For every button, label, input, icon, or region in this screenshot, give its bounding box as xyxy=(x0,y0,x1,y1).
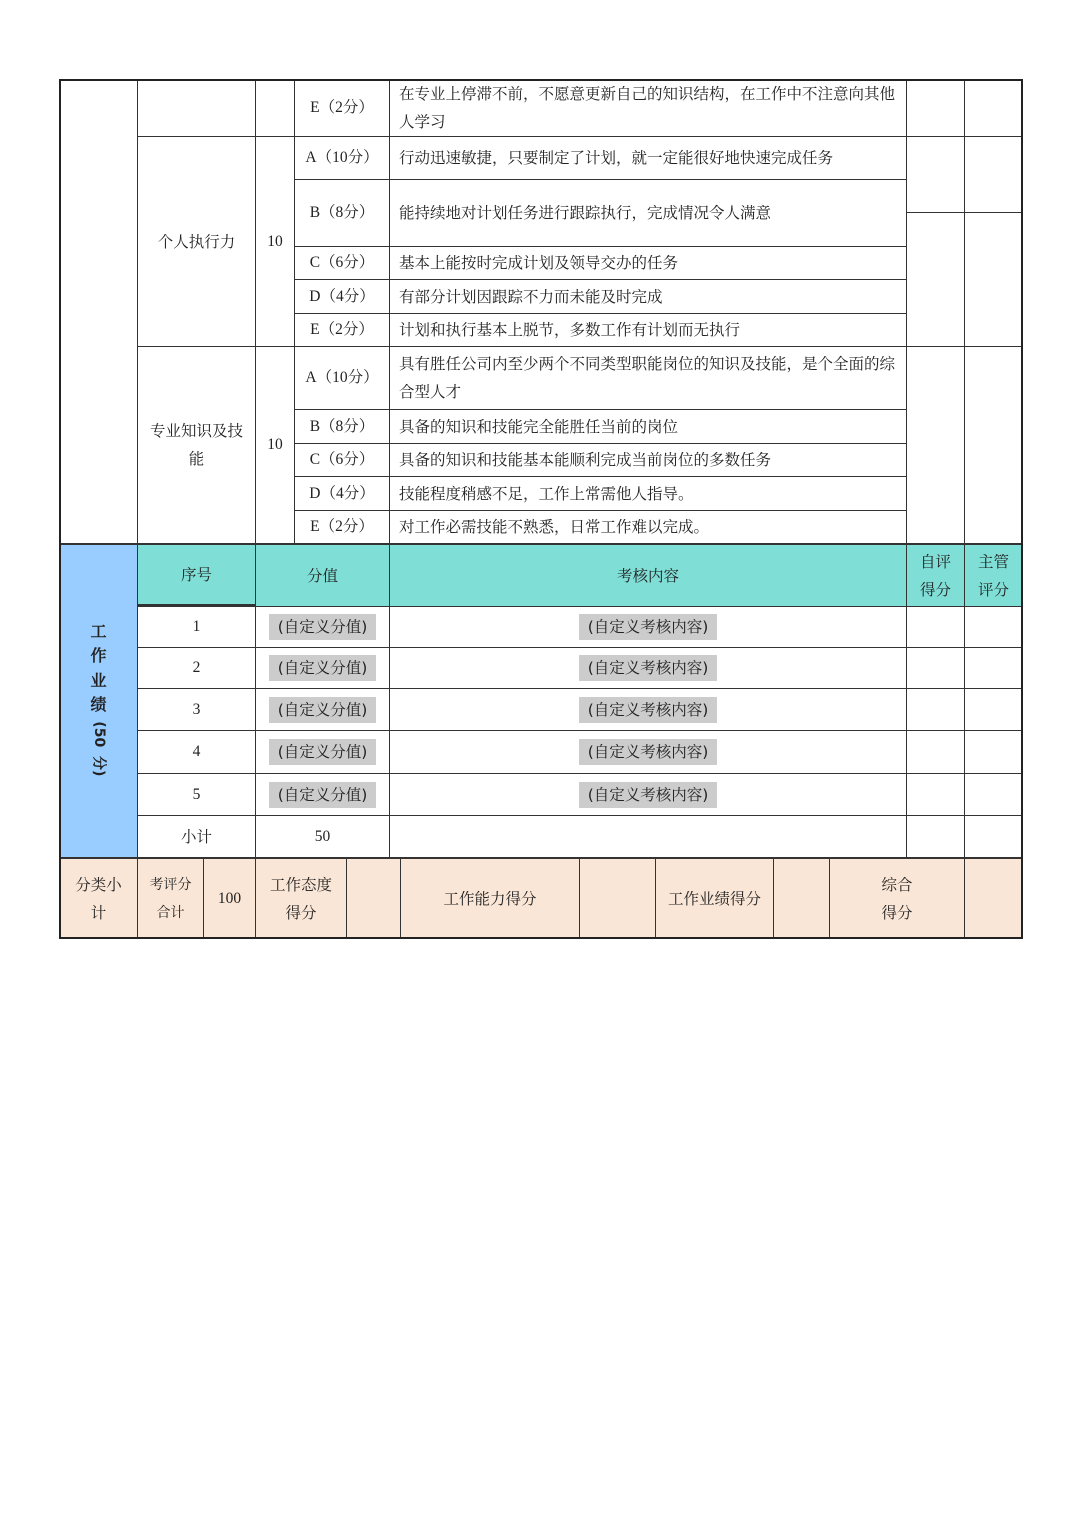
header-score-label: 分值 xyxy=(306,566,338,585)
category-cell-empty xyxy=(59,79,137,543)
header-index-label: 序号 xyxy=(180,565,212,584)
grade-cell xyxy=(294,136,389,179)
row-index-cell xyxy=(137,730,255,773)
placeholder-chip[interactable]: (自定义分值) xyxy=(269,614,377,640)
desc-cell xyxy=(389,409,906,443)
row-content-cell[interactable] xyxy=(389,606,906,647)
placeholder-chip[interactable]: (自定义考核内容) xyxy=(579,782,718,808)
performance-label-cell xyxy=(655,857,773,939)
item-name-cell xyxy=(137,346,255,543)
ability-label: 工作能力得分 xyxy=(443,890,537,908)
grade-description: 具有胜任公司内至少两个不同类型职能岗位的知识及技能，是个全面的综合型人才 xyxy=(399,355,896,401)
desc-cell xyxy=(389,510,906,543)
desc-cell xyxy=(389,136,906,179)
desc-cell xyxy=(389,279,906,313)
grade-description: 在专业上停滞不前，不愿意更新自己的知识结构，在工作中不注意向其他人学习 xyxy=(399,85,896,131)
placeholder-chip[interactable]: (自定义考核内容) xyxy=(579,655,718,681)
self-score-cell[interactable] xyxy=(906,346,964,543)
total-value: 100 xyxy=(217,890,242,907)
item-name-cell xyxy=(137,79,255,136)
performance-label: 工作业绩得分 xyxy=(667,890,761,908)
self-score-cell[interactable] xyxy=(906,79,964,136)
placeholder-chip[interactable]: (自定义分值) xyxy=(269,697,377,723)
row-index: 3 xyxy=(192,700,201,718)
section-title-char: 作 xyxy=(90,646,107,665)
placeholder-chip[interactable]: (自定义分值) xyxy=(269,655,377,681)
performance-section-label xyxy=(59,543,137,857)
row-self-score-cell[interactable] xyxy=(906,773,964,815)
grade-cell xyxy=(294,79,389,136)
header-manager-label: 主管 评分 xyxy=(977,552,1009,599)
category-subtotal-cell xyxy=(59,857,137,939)
ability-score-cell[interactable] xyxy=(579,857,655,939)
row-index-cell xyxy=(137,688,255,730)
header-manager xyxy=(964,543,1023,606)
overall-label: 综合 得分 xyxy=(881,876,913,922)
grade-cell xyxy=(294,346,389,409)
row-self-score-cell[interactable] xyxy=(906,606,964,647)
grade-cell xyxy=(294,443,389,476)
row-score-cell[interactable] xyxy=(255,773,389,815)
header-content-label: 考核内容 xyxy=(616,566,679,585)
header-self xyxy=(906,543,964,606)
performance-score-cell[interactable] xyxy=(773,857,829,939)
overall-label-cell xyxy=(829,857,964,939)
grade-cell xyxy=(294,409,389,443)
section-title-char: 工 xyxy=(90,621,107,641)
total-label-cell xyxy=(137,857,203,939)
section-title-char: (50 xyxy=(90,720,107,747)
total-label: 考评分 合计 xyxy=(149,877,192,921)
grade-label: E（2分） xyxy=(310,99,374,116)
overall-score-cell[interactable] xyxy=(964,857,1023,939)
grade-label: E（2分） xyxy=(310,518,374,535)
grade-cell xyxy=(294,476,389,510)
row-manager-score-cell[interactable] xyxy=(964,773,1023,815)
attitude-label-cell xyxy=(255,857,346,939)
grade-label: C（6分） xyxy=(309,254,375,271)
total-value-cell xyxy=(203,857,255,939)
item-score-cell xyxy=(255,79,294,136)
row-manager-score-cell[interactable] xyxy=(964,606,1023,647)
subtotal-value-cell xyxy=(255,815,389,857)
row-manager-score-cell[interactable] xyxy=(964,647,1023,688)
row-content-cell[interactable] xyxy=(389,730,906,773)
row-self-score-cell[interactable] xyxy=(906,730,964,773)
grade-description: 基本上能按时完成计划及领导交办的任务 xyxy=(399,254,679,272)
grade-description: 计划和执行基本上脱节，多数工作有计划而无执行 xyxy=(399,321,741,339)
grade-description: 行动迅速敏捷，只要制定了计划，就一定能很好地快速完成任务 xyxy=(399,149,834,167)
manager-score-cell[interactable] xyxy=(964,346,1023,543)
grade-description: 对工作必需技能不熟悉，日常工作难以完成。 xyxy=(399,518,710,536)
grade-label: A（10分） xyxy=(305,369,379,386)
subtotal-label: 小计 xyxy=(180,827,212,846)
row-content-cell[interactable] xyxy=(389,773,906,815)
ability-label-cell xyxy=(400,857,579,939)
placeholder-chip[interactable]: (自定义分值) xyxy=(269,739,377,765)
row-score-cell[interactable] xyxy=(255,730,389,773)
row-index: 1 xyxy=(192,618,201,635)
grade-cell xyxy=(294,313,389,346)
row-index-cell xyxy=(137,647,255,688)
row-score-cell[interactable] xyxy=(255,647,389,688)
desc-cell xyxy=(389,246,906,279)
placeholder-chip[interactable]: (自定义分值) xyxy=(269,782,377,808)
subtotal-self-cell[interactable] xyxy=(906,815,964,857)
row-self-score-cell[interactable] xyxy=(906,688,964,730)
grade-label: D（4分） xyxy=(309,287,375,305)
row-index: 5 xyxy=(192,785,201,803)
performance-section-title xyxy=(86,620,112,783)
desc-cell xyxy=(389,79,906,136)
item-score-cell xyxy=(255,136,294,346)
header-self-label: 自评 得分 xyxy=(919,552,951,599)
header-content xyxy=(389,543,906,606)
desc-cell xyxy=(389,443,906,476)
subtotal-label-cell xyxy=(137,815,255,857)
grade-label: A（10分） xyxy=(305,149,379,166)
grade-label: D（4分） xyxy=(309,484,375,502)
placeholder-chip[interactable]: (自定义考核内容) xyxy=(579,739,718,765)
desc-cell xyxy=(389,313,906,346)
row-manager-score-cell[interactable] xyxy=(964,688,1023,730)
attitude-score-cell[interactable] xyxy=(346,857,400,939)
row-content-cell[interactable] xyxy=(389,688,906,730)
section-title-char: 业 xyxy=(90,670,107,690)
grade-label: B（8分） xyxy=(309,204,375,221)
item-name: 专业知识及技能 xyxy=(149,422,243,468)
self-score-cell[interactable] xyxy=(906,136,964,212)
item-score: 10 xyxy=(267,436,283,453)
item-name: 个人执行力 xyxy=(157,232,236,251)
row-self-score-cell[interactable] xyxy=(906,647,964,688)
manager-score-cell[interactable] xyxy=(964,79,1023,136)
desc-cell xyxy=(389,346,906,409)
grade-label: E（2分） xyxy=(310,321,374,338)
row-index: 2 xyxy=(192,659,201,676)
header-score xyxy=(255,543,389,606)
subtotal-value: 50 xyxy=(314,827,331,845)
row-score-cell[interactable] xyxy=(255,688,389,730)
section-title-char: 绩 xyxy=(90,695,107,714)
grade-label: B（8分） xyxy=(309,417,375,435)
row-manager-score-cell[interactable] xyxy=(964,730,1023,773)
grade-cell xyxy=(294,510,389,543)
grade-cell xyxy=(294,246,389,279)
header-index xyxy=(137,543,255,606)
row-index-cell xyxy=(137,773,255,815)
grade-label: C（6分） xyxy=(309,451,375,468)
row-index-cell xyxy=(137,606,255,647)
item-score: 10 xyxy=(267,232,283,250)
manager-score-cell[interactable] xyxy=(964,136,1023,212)
grade-cell xyxy=(294,279,389,313)
item-name-cell xyxy=(137,136,255,346)
attitude-label: 工作态度 得分 xyxy=(269,876,332,922)
grade-description: 能持续地对计划任务进行跟踪执行，完成情况令人满意 xyxy=(399,204,772,222)
grade-description: 具备的知识和技能完全能胜任当前的岗位 xyxy=(399,417,679,436)
placeholder-chip[interactable]: (自定义考核内容) xyxy=(579,697,718,723)
grade-description: 具备的知识和技能基本能顺利完成当前岗位的多数任务 xyxy=(399,451,772,469)
category-subtotal-label: 分类小 计 xyxy=(75,876,122,922)
item-score-cell xyxy=(255,346,294,543)
row-content-cell[interactable] xyxy=(389,647,906,688)
row-score-cell[interactable] xyxy=(255,606,389,647)
grade-cell xyxy=(294,179,389,246)
desc-cell xyxy=(389,179,906,246)
desc-cell xyxy=(389,476,906,510)
subtotal-manager-cell[interactable] xyxy=(964,815,1023,857)
self-score-cell[interactable] xyxy=(906,212,964,346)
placeholder-chip[interactable]: (自定义考核内容) xyxy=(579,614,718,640)
grade-description: 有部分计划因跟踪不力而未能及时完成 xyxy=(399,287,663,306)
manager-score-cell[interactable] xyxy=(964,212,1023,346)
section-title-char: 分) xyxy=(90,756,107,777)
row-index: 4 xyxy=(192,743,201,760)
grade-description: 技能程度稍感不足，工作上常需他人指导。 xyxy=(399,484,694,503)
subtotal-content-cell xyxy=(389,815,906,857)
